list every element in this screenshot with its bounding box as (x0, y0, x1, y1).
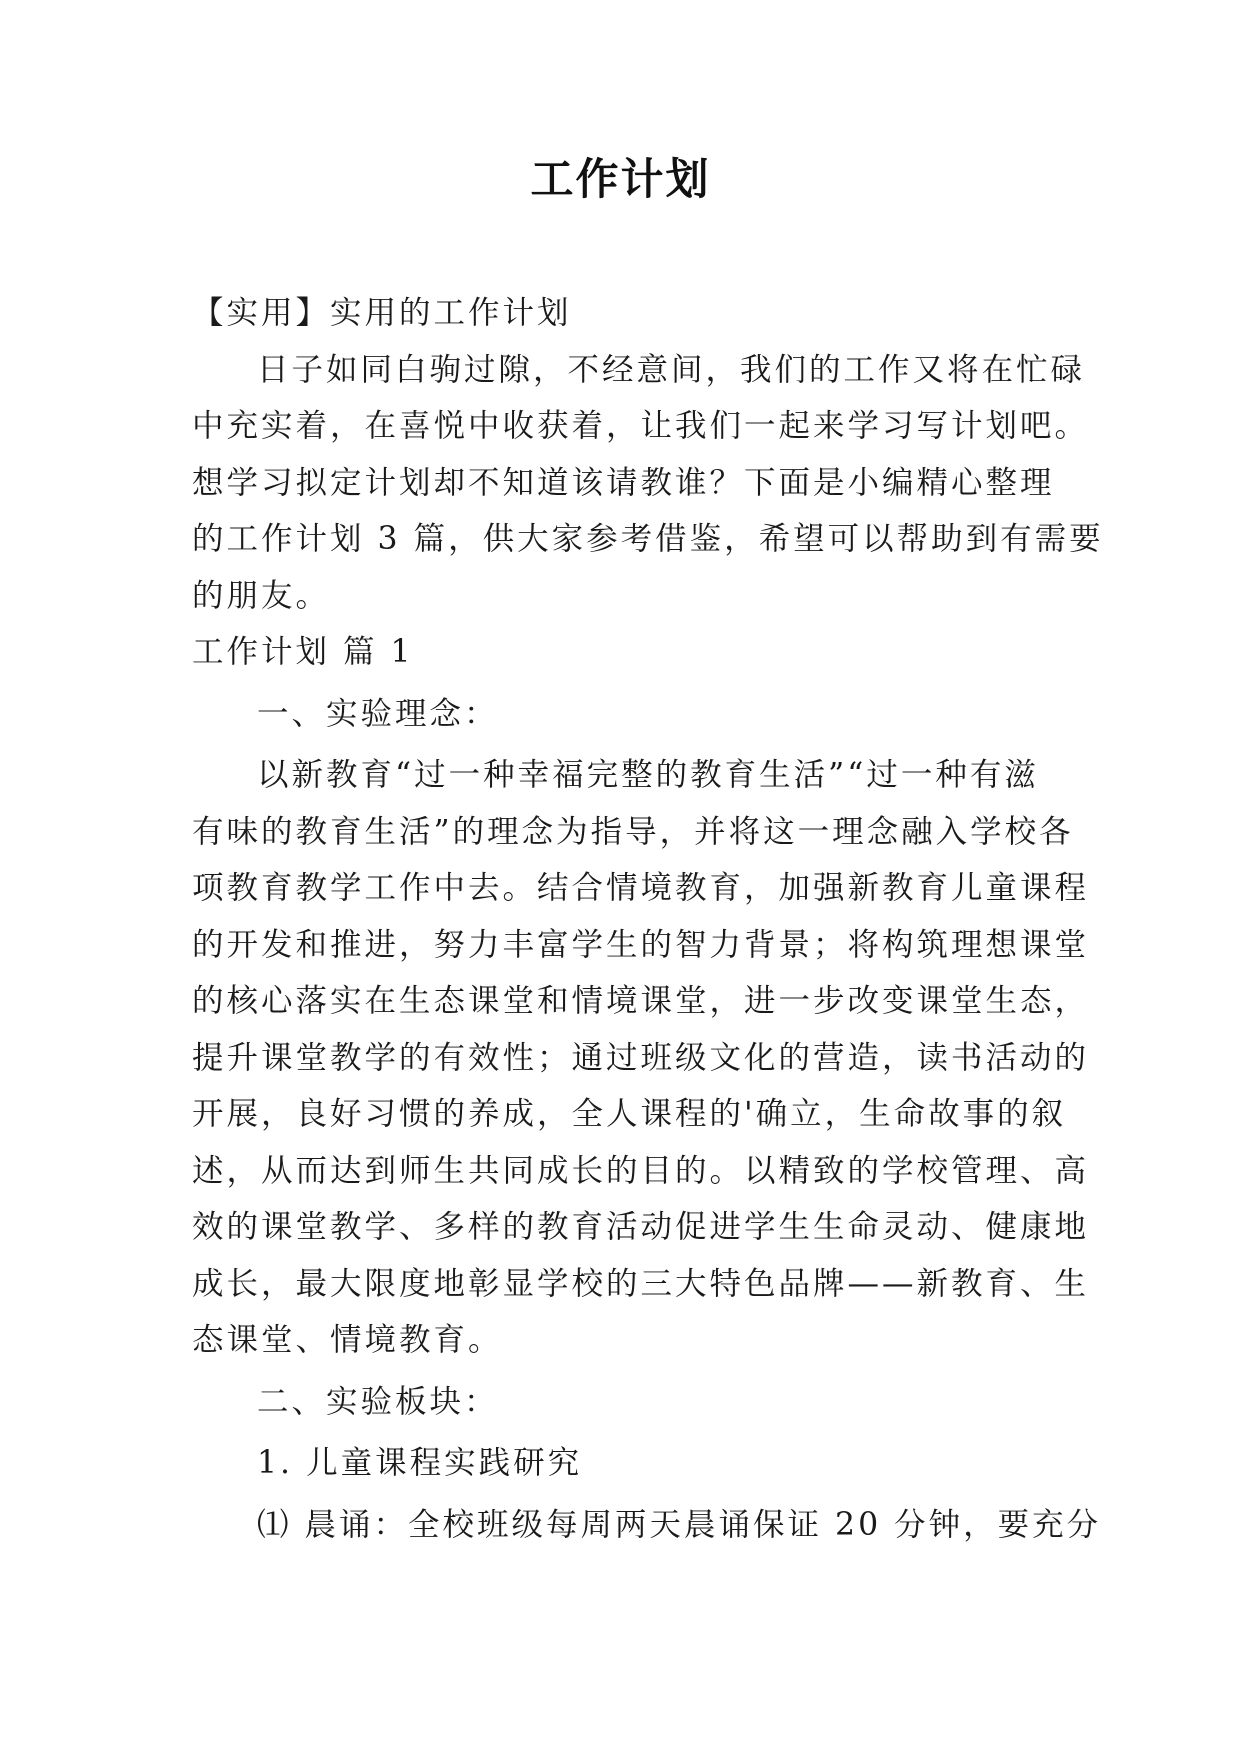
paragraph-line: 述，从而达到师生共同成长的目的。以精致的学校管理、高 (192, 1152, 1090, 1189)
subsection-heading: 一、实验理念： (257, 695, 499, 732)
section-heading: 工作计划 篇 1 (192, 634, 414, 670)
paragraph-line: 成长，最大限度地彰显学校的三大特色品牌——新教育、生 (192, 1265, 1090, 1302)
document-title: 工作计划 (530, 155, 711, 205)
paragraph-line: 想学习拟定计划却不知道该请教谁？下面是小编精心整理 (192, 464, 1055, 501)
document-body (192, 285, 1104, 1553)
paragraph-line: 有味的教育生活”的理念为指导，并将这一理念融入学校各 (192, 813, 1074, 850)
paragraph-line: 的核心落实在生态课堂和情境课堂，进一步改变课堂生态， (192, 983, 1090, 1019)
paragraph-line: 效的课堂教学、多样的教育活动促进学生生命灵动、健康地 (192, 1209, 1090, 1245)
paragraph-line: ⑴ 晨诵：全校班级每周两天晨诵保证 20 分钟，要充分 (257, 1506, 1102, 1543)
paragraph-line: 提升课堂教学的有效性；通过班级文化的营造，读书活动的 (192, 1039, 1090, 1076)
paragraph-line: 日子如同白驹过隙，不经意间，我们的工作又将在忙碌 (257, 351, 1086, 388)
subsection-heading: 1. 儿童课程实践研究 (257, 1445, 583, 1481)
paragraph-line: 的朋友。 (192, 577, 331, 614)
paragraph-line: 以新教育“过一种幸福完整的教育生活”“过一种有滋 (257, 757, 1039, 793)
paragraph-line: 的工作计划 3 篇，供大家参考借鉴，希望可以帮助到有需要 (192, 521, 1104, 557)
article-heading: 【实用】实用的工作计划 (192, 295, 572, 331)
paragraph-line: 态课堂、情境教育。 (192, 1322, 503, 1358)
paragraph-line: 项教育教学工作中去。结合情境教育，加强新教育儿童课程 (192, 870, 1090, 906)
subsection-heading: 二、实验板块： (257, 1383, 499, 1420)
paragraph-line: 开展，良好习惯的养成，全人课程的'确立，生命故事的叙 (192, 1096, 1067, 1132)
paragraph-line: 的开发和推进，努力丰富学生的智力背景；将构筑理想课堂 (192, 926, 1090, 963)
paragraph-line: 中充实着，在喜悦中收获着，让我们一起来学习写计划吧。 (192, 408, 1090, 444)
